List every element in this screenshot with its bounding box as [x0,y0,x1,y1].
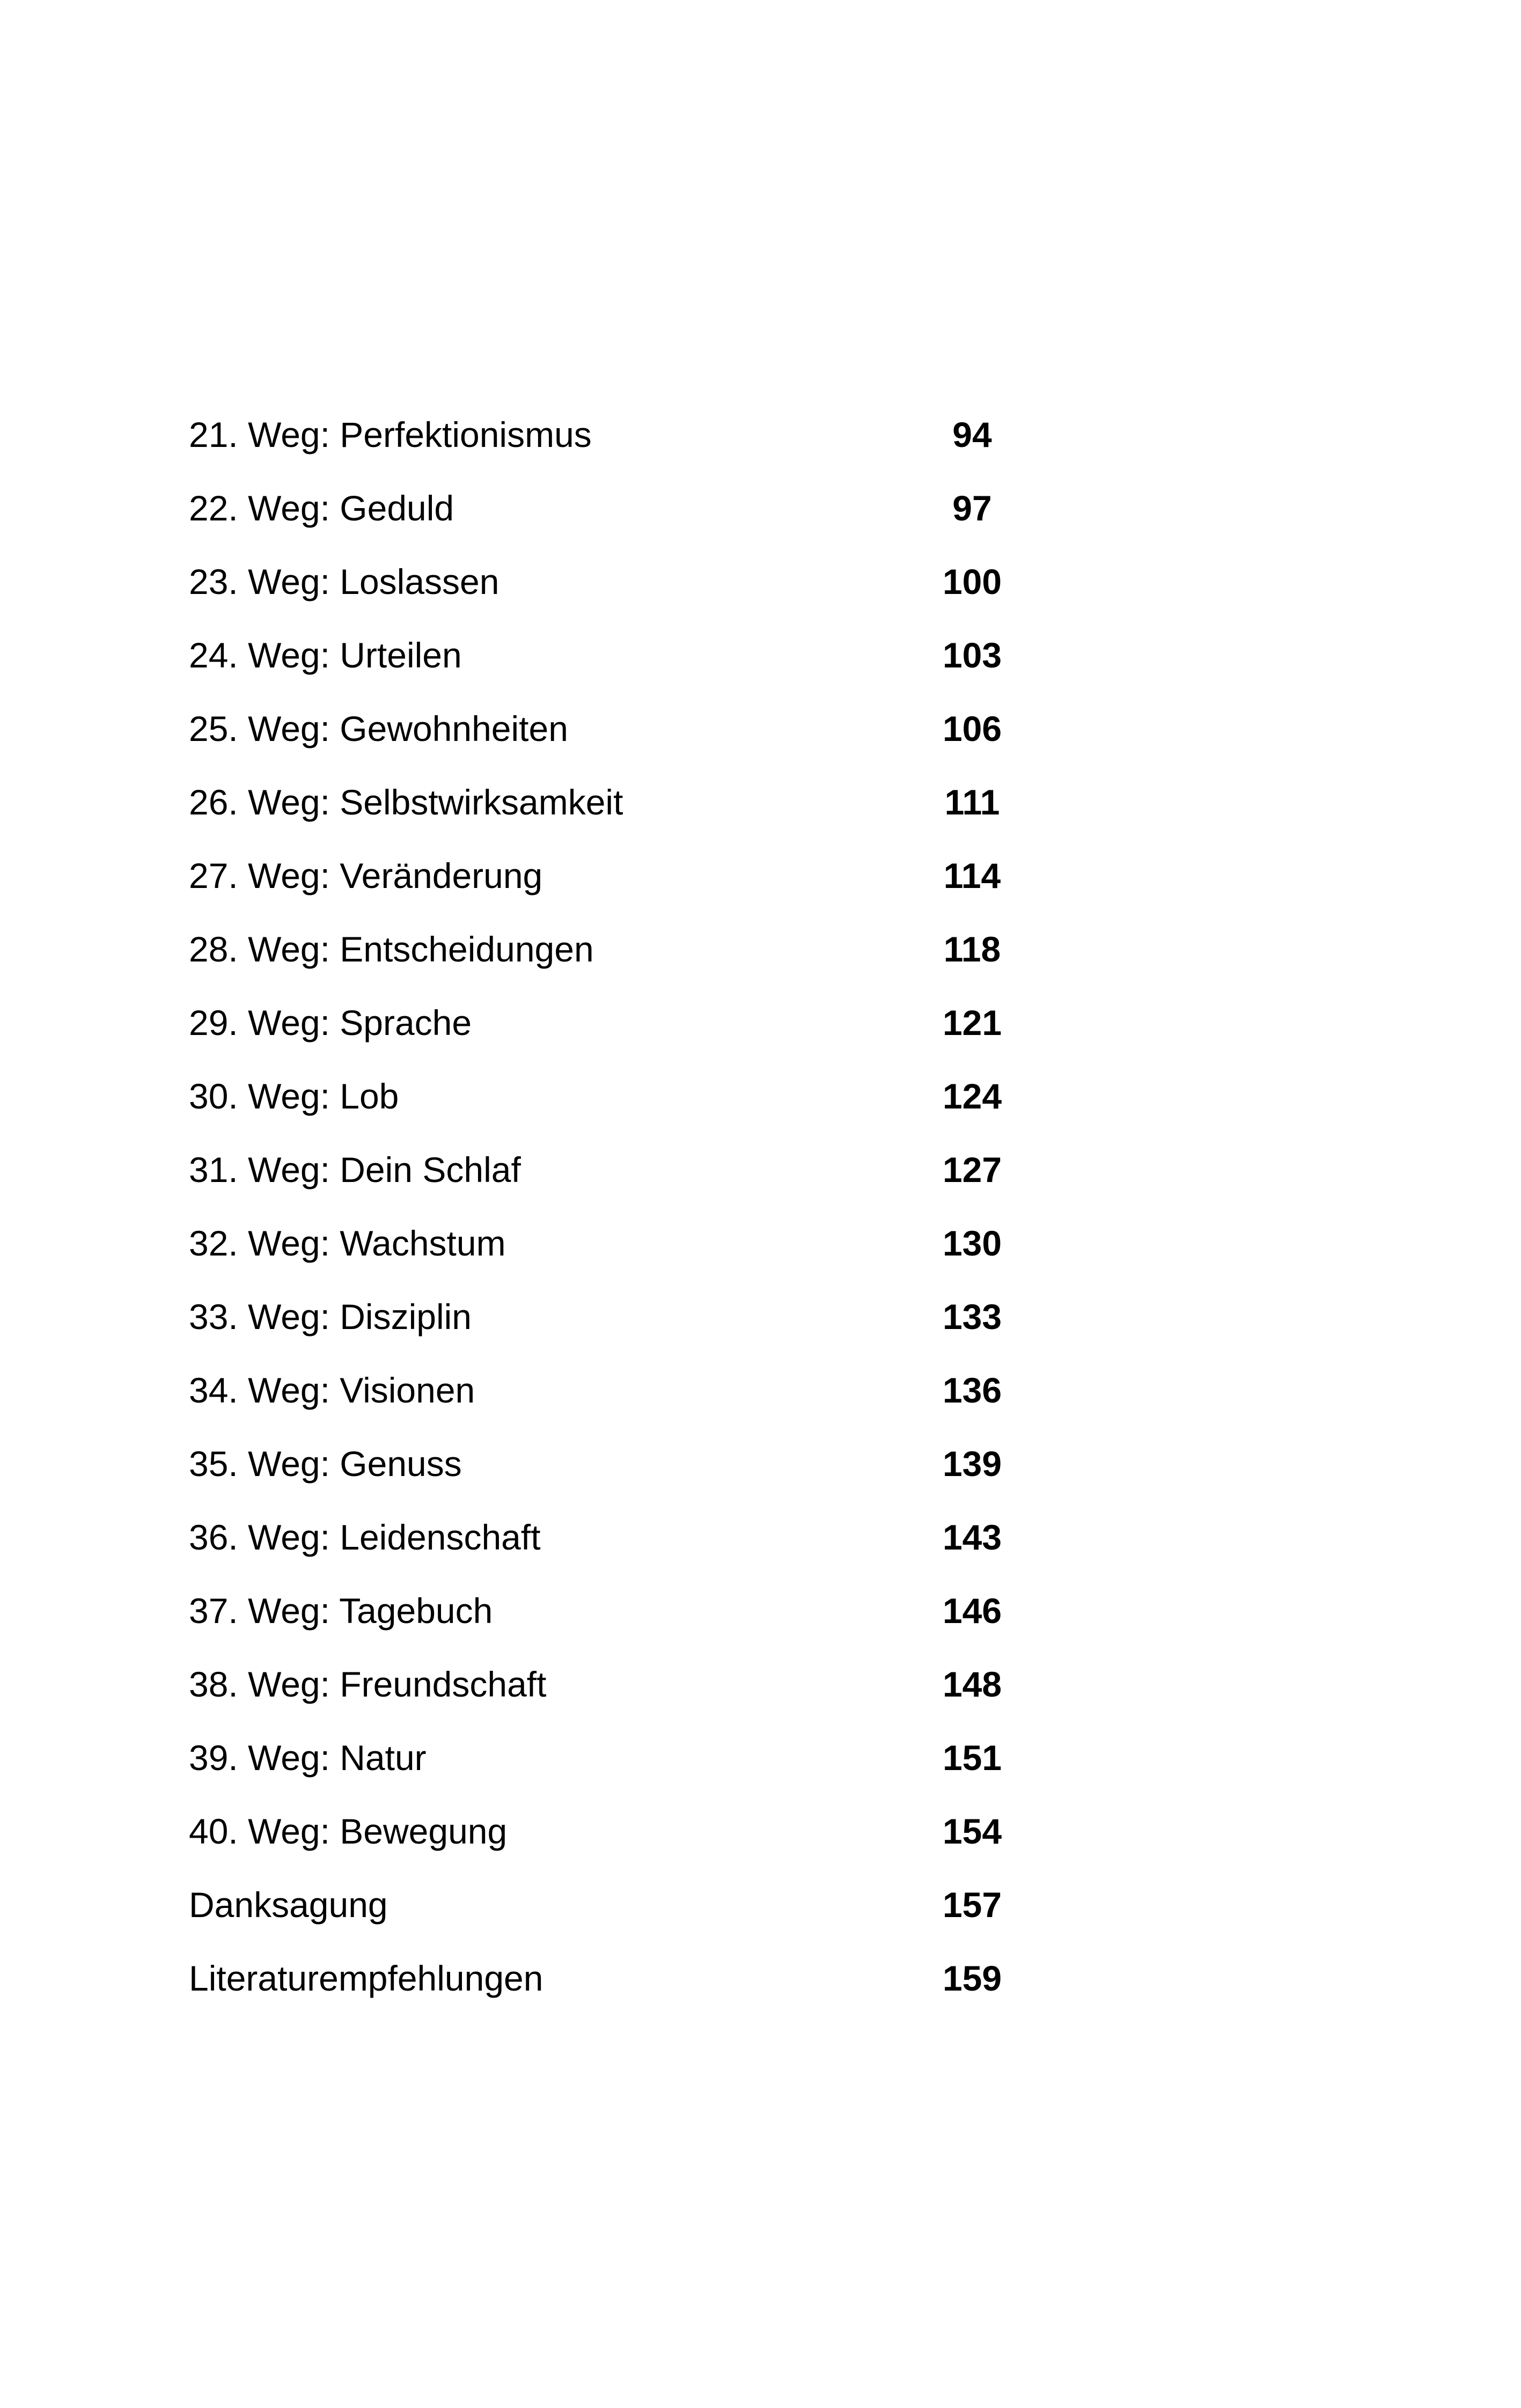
toc-entry-title: 28. Weg: Entscheidungen [189,929,594,969]
toc-entry-title: 33. Weg: Disziplin [189,1297,472,1337]
toc-entry-title: 36. Weg: Leidenschaft [189,1517,541,1557]
toc-entry [189,1211,1037,1275]
toc-entry [189,696,1037,761]
toc-entry [189,623,1037,687]
toc-entry [189,1505,1037,1569]
toc-entry-page: 100 [942,562,1002,601]
toc-entry-page: 94 [952,415,992,454]
toc-entry [189,402,1037,467]
toc-entry [189,1873,1037,1937]
toc-entry-title: 38. Weg: Freundschaft [189,1664,547,1704]
toc-entry-title: 22. Weg: Geduld [189,488,454,528]
toc-entry-page: 130 [942,1223,1002,1263]
toc-entry [189,917,1037,981]
toc-entry-page: 133 [942,1297,1002,1337]
toc-entry-title: 21. Weg: Perfektionismus [189,415,592,454]
toc-entry [189,1946,1037,2010]
toc-entry-page: 106 [942,709,1002,748]
toc-entry-page: 159 [942,1958,1002,1998]
toc-entry-page: 139 [942,1444,1002,1484]
toc-entry-page: 103 [942,635,1002,675]
toc-entry-title: 26. Weg: Selbstwirksamkeit [189,782,623,822]
toc-entry-page: 143 [942,1517,1002,1557]
toc-entry-page: 154 [942,1811,1002,1851]
toc-entry-title: 23. Weg: Loslassen [189,562,499,601]
toc-entry-title: 40. Weg: Bewegung [189,1811,508,1851]
toc-entry-title: 35. Weg: Genuss [189,1444,462,1484]
toc-entry-page: 121 [942,1003,1002,1043]
toc-entry [189,1652,1037,1716]
toc-entry [189,1284,1037,1349]
toc-entry [189,1799,1037,1863]
toc-entry [189,1579,1037,1643]
toc-entry-page: 146 [942,1591,1002,1631]
toc-entry [189,1431,1037,1496]
toc-entry [189,1064,1037,1128]
toc-entry-page: 157 [942,1885,1002,1925]
toc-entry [189,1726,1037,1790]
toc-entry [189,476,1037,540]
toc-entry-page: 124 [942,1076,1002,1116]
toc-entry-title: 32. Weg: Wachstum [189,1223,506,1263]
toc-entry-page: 136 [942,1370,1002,1410]
toc-entry-page: 118 [943,929,1001,969]
toc-entry-page: 97 [952,488,992,528]
toc-entry [189,549,1037,614]
toc-entry-title: Literaturempfehlungen [189,1958,543,1998]
toc-entry-page: 151 [942,1738,1002,1778]
toc-entry-title: 25. Weg: Gewohnheiten [189,709,568,748]
toc-entry-page: 111 [944,782,1000,822]
toc-entry-page: 127 [942,1150,1002,1190]
toc-entry-page: 148 [942,1664,1002,1704]
toc-entry-title: 39. Weg: Natur [189,1738,427,1778]
toc-entry-page: 114 [943,856,1001,895]
toc-entry-title: 29. Weg: Sprache [189,1003,472,1043]
toc-entry [189,1137,1037,1202]
toc-entry-title: 34. Weg: Visionen [189,1370,475,1410]
toc-entry-title: 31. Weg: Dein Schlaf [189,1150,521,1190]
toc-entry-title: Danksagung [189,1885,388,1925]
toc-entry-title: 27. Weg: Veränderung [189,856,543,895]
toc-entry [189,843,1037,908]
toc-entry-title: 24. Weg: Urteilen [189,635,462,675]
toc-entry [189,1358,1037,1422]
toc-entry [189,990,1037,1055]
toc-entry [189,770,1037,834]
toc-entry-title: 37. Weg: Tagebuch [189,1591,493,1631]
toc-entry-title: 30. Weg: Lob [189,1076,399,1116]
